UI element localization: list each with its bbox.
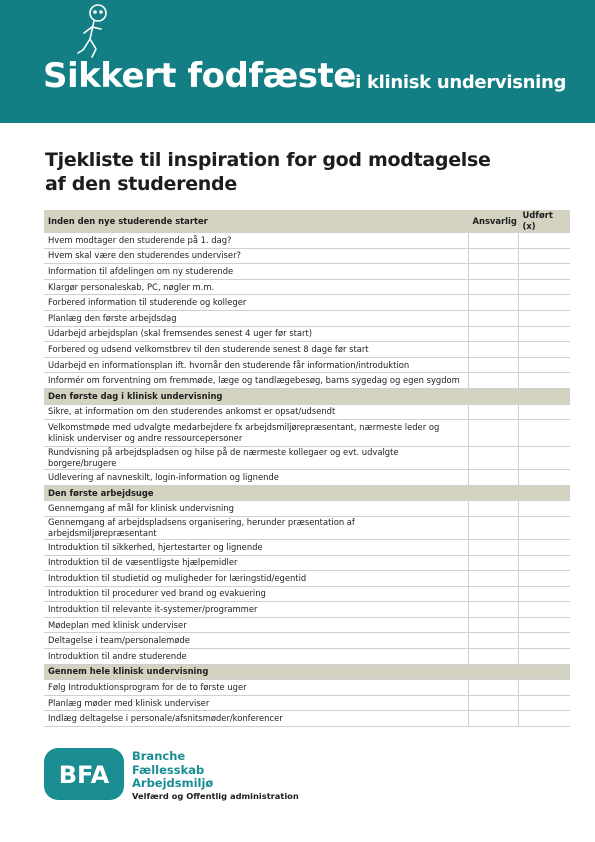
bfa-logo [44, 748, 124, 800]
done-cell[interactable] [518, 447, 570, 470]
checklist-item-text: Introduktion til sikkerhed, hjertestarter og lignende [44, 539, 468, 555]
responsible-cell[interactable] [468, 586, 518, 602]
responsible-cell[interactable] [468, 326, 518, 342]
responsible-cell[interactable] [468, 357, 518, 373]
checklist-item-text: Mødeplan med klinisk underviser [44, 617, 468, 633]
responsible-cell[interactable] [468, 539, 518, 555]
organisation-subtitle: Velfærd og Offentlig administration [132, 791, 299, 801]
banner-title: Sikkert fodfæste [43, 56, 356, 96]
done-cell[interactable] [518, 248, 570, 264]
checklist-row [44, 617, 570, 633]
header-banner [0, 0, 595, 123]
done-cell[interactable] [518, 516, 570, 539]
done-cell[interactable] [518, 602, 570, 618]
checklist-row [44, 447, 570, 470]
checklist-item-text: Udarbejd en informationsplan ift. hvornår den studerende får information/introduktion [44, 357, 468, 373]
responsible-cell[interactable] [468, 711, 518, 727]
responsible-cell[interactable] [468, 470, 518, 486]
done-cell[interactable] [518, 555, 570, 571]
done-cell[interactable] [518, 649, 570, 665]
checklist-row [44, 539, 570, 555]
done-cell[interactable] [518, 586, 570, 602]
done-cell[interactable] [518, 680, 570, 696]
responsible-cell[interactable] [468, 279, 518, 295]
responsible-cell[interactable] [468, 555, 518, 571]
checklist-row [44, 357, 570, 373]
done-cell[interactable] [518, 264, 570, 280]
organisation-name [132, 750, 213, 791]
checklist-row [44, 310, 570, 326]
responsible-cell[interactable] [468, 602, 518, 618]
checklist-row [44, 420, 570, 447]
banner-subtitle: - i klinisk undervisning [342, 72, 567, 93]
checklist-item-text: Introduktion til studietid og muligheder for læringstid/egentid [44, 571, 468, 587]
checklist-item-text: Gennemgang af mål for klinisk undervisning [44, 501, 468, 517]
page-title-line-2: af den studerende [45, 173, 237, 195]
done-cell[interactable] [518, 695, 570, 711]
checklist-row [44, 264, 570, 280]
section-blank-cell [518, 485, 570, 501]
page-title [45, 148, 565, 196]
checklist-item-text: Udlevering af navneskilt, login-information og lignende [44, 470, 468, 486]
checklist-item-text: Hvem modtager den studerende på 1. dag? [44, 233, 468, 249]
section-blank-cell [468, 485, 518, 501]
checklist-item-text: Sikre, at information om den studerendes ankomst er opsat/udsendt [44, 404, 468, 420]
checklist-row [44, 602, 570, 618]
section-blank-cell [518, 388, 570, 404]
checklist-row [44, 555, 570, 571]
checklist-item-text: Planlæg møder med klinisk underviser [44, 695, 468, 711]
done-cell[interactable] [518, 501, 570, 517]
checklist-item-text: Planlæg den første arbejdsdag [44, 310, 468, 326]
done-cell[interactable] [518, 633, 570, 649]
section-title: Den første arbejdsuge [44, 485, 468, 501]
checklist-item-text: Velkomstmøde med udvalgte medarbejdere fx arbejdsmiljørepræsentant, nærmeste leder og klinisk underviser og andre ressourcepersoner [44, 420, 468, 447]
checklist-item-text: Følg Introduktionsprogram for de to første uger [44, 680, 468, 696]
done-cell[interactable] [518, 539, 570, 555]
responsible-cell[interactable] [468, 571, 518, 587]
organisation-line-1: Branche [132, 749, 186, 763]
done-cell[interactable] [518, 420, 570, 447]
checklist-item-text: Introduktion til procedurer ved brand og evakuering [44, 586, 468, 602]
done-cell[interactable] [518, 617, 570, 633]
done-cell[interactable] [518, 233, 570, 249]
section-blank-cell [468, 388, 518, 404]
section-title: Gennem hele klinisk undervisning [44, 664, 468, 680]
checklist-row [44, 373, 570, 389]
checklist-row [44, 233, 570, 249]
checklist-row [44, 649, 570, 665]
checklist-item-text: Informér om forventning om fremmøde, læge og tandlægebesøg, barns sygedag og egen sygdom [44, 373, 468, 389]
checklist-item-text: Hvem skal være den studerendes underviser? [44, 248, 468, 264]
checklist-row [44, 295, 570, 311]
column-header-done: Udført (x) [518, 210, 570, 233]
responsible-cell[interactable] [468, 501, 518, 517]
done-cell[interactable] [518, 357, 570, 373]
checklist-item-text: Gennemgang af arbejdspladsens organisering, herunder præsentation af arbejdsmiljørepræsentant [44, 516, 468, 539]
checklist-row [44, 326, 570, 342]
responsible-cell[interactable] [468, 295, 518, 311]
checklist-item-text: Indlæg deltagelse i personale/afsnitsmøder/konferencer [44, 711, 468, 727]
checklist-row [44, 571, 570, 587]
section-header-row [44, 388, 570, 404]
responsible-cell[interactable] [468, 695, 518, 711]
responsible-cell[interactable] [468, 420, 518, 447]
done-cell[interactable] [518, 310, 570, 326]
checklist-row [44, 279, 570, 295]
responsible-cell[interactable] [468, 680, 518, 696]
responsible-cell[interactable] [468, 447, 518, 470]
done-cell[interactable] [518, 326, 570, 342]
column-header-responsible: Ansvarlig [468, 210, 518, 233]
checklist-item-text: Udarbejd arbejdsplan (skal fremsendes senest 4 uger før start) [44, 326, 468, 342]
responsible-cell[interactable] [468, 617, 518, 633]
section-header-row [44, 210, 570, 233]
responsible-cell[interactable] [468, 310, 518, 326]
checklist-row [44, 404, 570, 420]
done-cell[interactable] [518, 571, 570, 587]
responsible-cell[interactable] [468, 248, 518, 264]
checklist-item-text: Klargør personaleskab, PC, nøgler m.m. [44, 279, 468, 295]
section-title: Inden den nye studerende starter [44, 210, 468, 233]
responsible-cell[interactable] [468, 342, 518, 358]
checklist-item-text: Introduktion til de væsentligste hjælpemidler [44, 555, 468, 571]
organisation-line-2: Fællesskab [132, 762, 205, 777]
done-cell[interactable] [518, 470, 570, 486]
checklist-row [44, 248, 570, 264]
done-cell[interactable] [518, 711, 570, 727]
checklist-item-text: Deltagelse i team/personalemøde [44, 633, 468, 649]
checklist-item-text: Information til afdelingen om ny studerende [44, 264, 468, 280]
checklist-row [44, 516, 570, 539]
checklist-row [44, 501, 570, 517]
responsible-cell[interactable] [468, 404, 518, 420]
done-cell[interactable] [518, 404, 570, 420]
responsible-cell[interactable] [468, 233, 518, 249]
section-blank-cell [518, 664, 570, 680]
done-cell[interactable] [518, 295, 570, 311]
responsible-cell[interactable] [468, 264, 518, 280]
section-blank-cell [468, 664, 518, 680]
responsible-cell[interactable] [468, 373, 518, 389]
checklist-item-text: Forbered og udsend velkomstbrev til den studerende senest 8 dage før start [44, 342, 468, 358]
done-cell[interactable] [518, 279, 570, 295]
checklist-item-text: Rundvisning på arbejdspladsen og hilse på de nærmeste kollegaer og evt. udvalgte borgere/brugere [44, 447, 468, 470]
checklist-row [44, 470, 570, 486]
checklist-row [44, 680, 570, 696]
checklist-row [44, 711, 570, 727]
done-cell[interactable] [518, 373, 570, 389]
done-cell[interactable] [518, 342, 570, 358]
bfa-logo-text: BFA [58, 761, 110, 789]
walking-figure-icon [74, 3, 114, 63]
checklist-item-text: Forbered information til studerende og kolleger [44, 295, 468, 311]
page-title-line-1: Tjekliste til inspiration for god modtagelse [45, 149, 491, 171]
checklist-item-text: Introduktion til andre studerende [44, 649, 468, 665]
checklist-row [44, 342, 570, 358]
checklist-row [44, 695, 570, 711]
section-header-row [44, 664, 570, 680]
checklist-row [44, 633, 570, 649]
checklist-item-text: Introduktion til relevante it-systemer/programmer [44, 602, 468, 618]
checklist-row [44, 586, 570, 602]
organisation-line-3: Arbejdsmiljø [132, 776, 214, 790]
section-title: Den første dag i klinisk undervisning [44, 388, 468, 404]
checklist-table [44, 210, 570, 727]
responsible-cell[interactable] [468, 649, 518, 665]
section-header-row [44, 485, 570, 501]
responsible-cell[interactable] [468, 516, 518, 539]
responsible-cell[interactable] [468, 633, 518, 649]
